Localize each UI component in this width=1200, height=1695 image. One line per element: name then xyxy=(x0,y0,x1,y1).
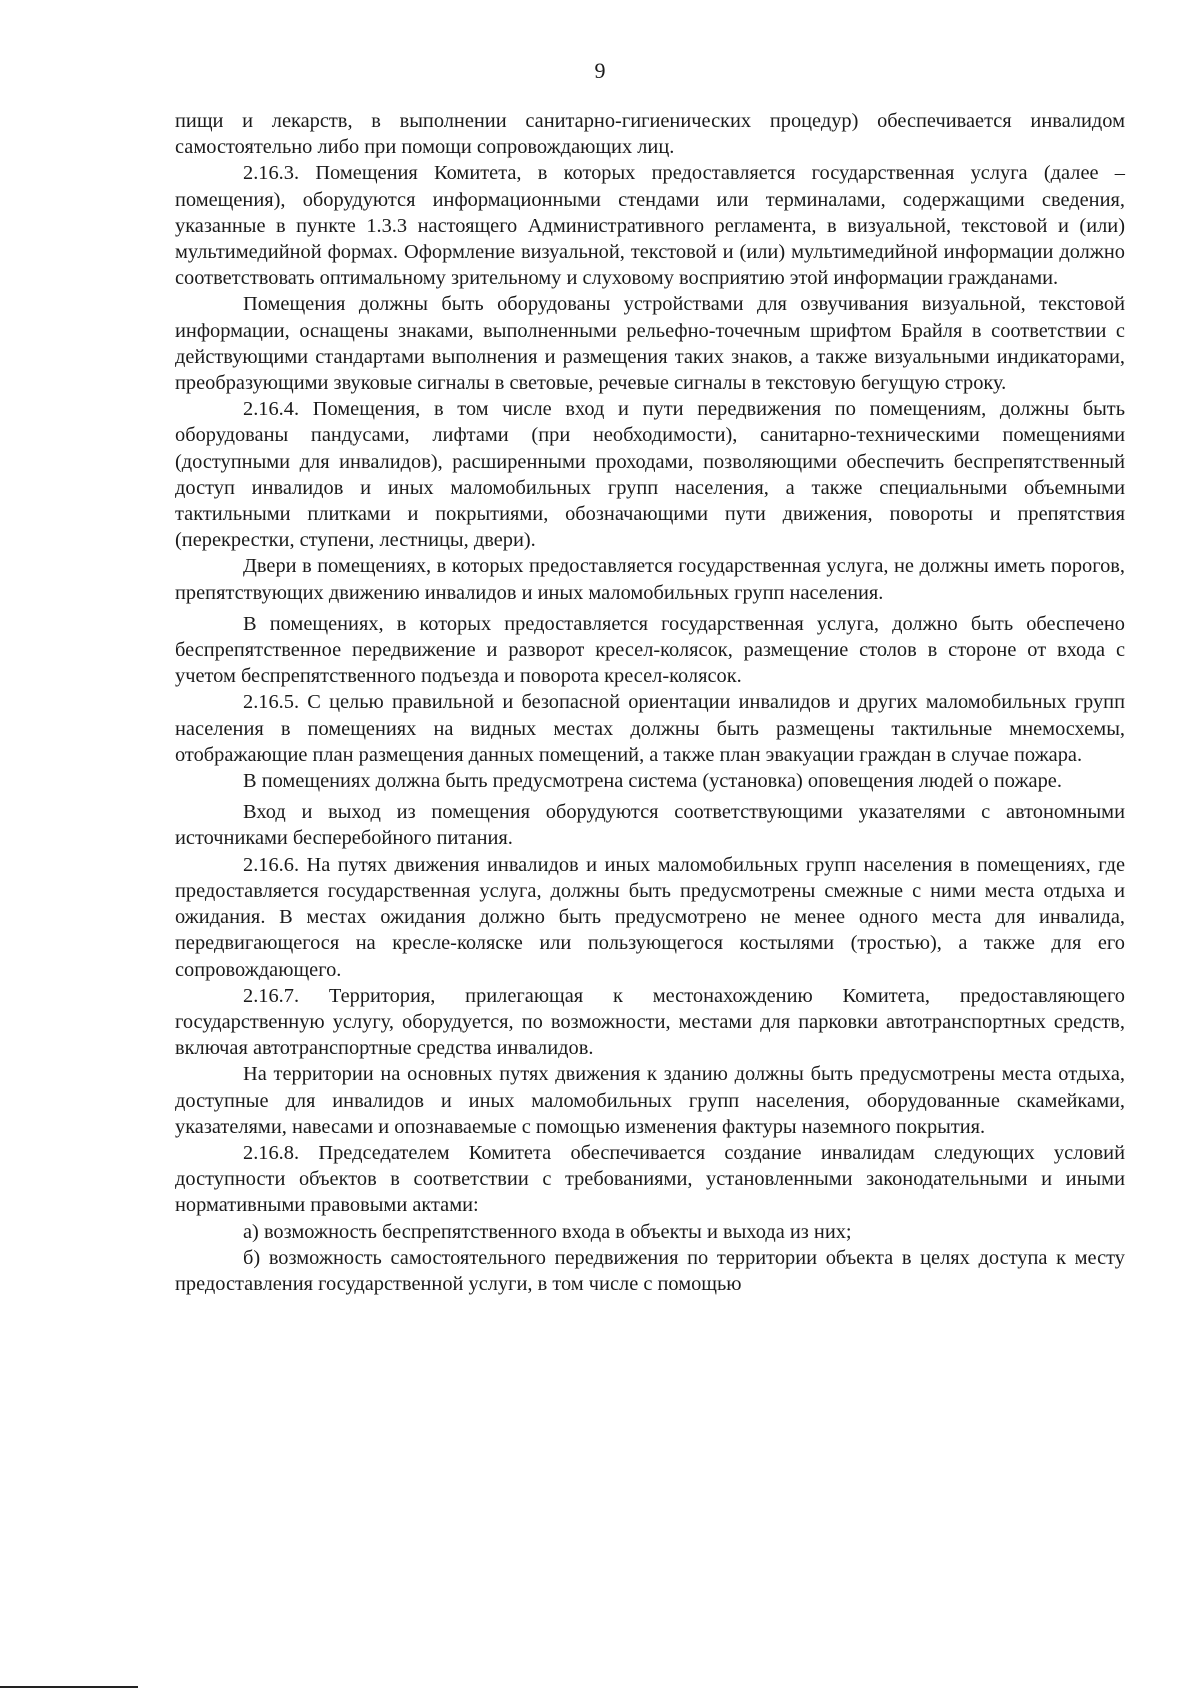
paragraph-fire-alarm: В помещениях должна быть предусмотрена система (установка) оповещения людей о пожаре. xyxy=(243,770,1062,793)
paragraph-territory: На территории на основных путях движения к зданию должны быть предусмотрены места отдыха, доступные для инвалидов и иных маломобильных групп населения, оборудованные скамейками, указателями, навесами и опознаваемые с помощью изменения фактуры наземного покрытия. xyxy=(175,1063,1125,1138)
paragraph-2-16-8: 2.16.8. Председателем Комитета обеспечивается создание инвалидам следующих условий доступности объектов в соответствии с требованиями, установленными законодательными и иными нормативными правовыми актами: xyxy=(175,1141,1125,1217)
paragraph-continuation: пищи и лекарств, в выполнении санитарно-гигиенических процедур) обеспечивается инвалидом самостоятельно либо при помощи сопровождающих лиц. xyxy=(175,110,1125,159)
paragraph-braille-equipment: Помещения должны быть оборудованы устройствами для озвучивания визуальной, текстовой информации, оснащены знаками, выполненными рельефно-точечным шрифтом Брайля в соответствии с действующими стандартами выполнения и размещения таких знаков, а также визуальными индикаторами, преобразующими звуковые сигналы в световые, речевые сигналы в текстовую бегущую строку. xyxy=(175,293,1125,395)
page-number: 9 xyxy=(594,58,606,83)
paragraph-2-16-6: 2.16.6. На путях движения инвалидов и иных маломобильных групп населения в помещениях, где предоставляется государственная услуга, должны быть предусмотрены смежные с ними места отдыха и ожидания. В местах ожидания должно быть предусмотрено не менее одного места для инвалида, передвигающегося на кресле-коляске или пользующегося костылями (тростью), а также для его сопровождающего. xyxy=(175,853,1125,981)
paragraph-2-16-3: 2.16.3. Помещения Комитета, в которых предоставляется государственная услуга (далее – помещения), оборудуются информационными стендами или терминалами, содержащими сведения, указанные в пункте 1.3.3 настоящего Административного регламента, в визуальной, текстовой и (или) мультимедийной формах. Оформление визуальной, текстовой и (или) мультимедийной информации должно соответствовать оптимальному зрительному и слуховому восприятию этой информации гражданами. xyxy=(175,162,1125,290)
list-item-a: а) возможность беспрепятственного входа в объекты и выхода из них; xyxy=(243,1220,852,1243)
paragraph-2-16-5: 2.16.5. С целью правильной и безопасной ориентации инвалидов и других маломобильных групп населения в помещениях на видных местах должны быть размещены тактильные мнемосхемы, отображающие план размещения данных помещений, а также план эвакуации граждан в случае пожара. xyxy=(175,691,1125,766)
scan-edge-line xyxy=(0,1686,138,1688)
paragraph-2-16-7: 2.16.7. Территория, прилегающая к местонахождению Комитета, предоставляющего государственную услугу, оборудуется, по возможности, местами для парковки автотранспортных средств, включая автотранспортные средства инвалидов. xyxy=(175,984,1125,1060)
document-body xyxy=(175,108,1125,1297)
paragraph-entrance-exit: Вход и выход из помещения оборудуются соответствующими указателями с автономными источниками бесперебойного питания. xyxy=(175,801,1125,850)
paragraph-wheelchair-movement: В помещениях, в которых предоставляется государственная услуга, должно быть обеспечено беспрепятственное передвижение и разворот кресел-колясок, размещение столов в стороне от входа с учетом беспрепятственного подъезда и поворота кресел-колясок. xyxy=(175,612,1125,688)
list-item-b: б) возможность самостоятельного передвижения по территории объекта в целях доступа к месту предоставления государственной услуги, в том числе с помощью xyxy=(175,1246,1125,1295)
paragraph-doors: Двери в помещениях, в которых предоставляется государственная услуга, не должны иметь порогов, препятствующих движению инвалидов и иных маломобильных групп населения. xyxy=(175,555,1125,604)
paragraph-2-16-4: 2.16.4. Помещения, в том числе вход и пути передвижения по помещениям, должны быть оборудованы пандусами, лифтами (при необходимости), санитарно-техническими помещениями (доступными для инвалидов), расширенными проходами, позволяющими обеспечить беспрепятственный доступ инвалидов и иных маломобильных групп населения, а также специальными объемными тактильными плитками и покрытиями, обозначающими пути движения, повороты и препятствия (перекрестки, ступени, лестницы, двери). xyxy=(175,398,1125,552)
